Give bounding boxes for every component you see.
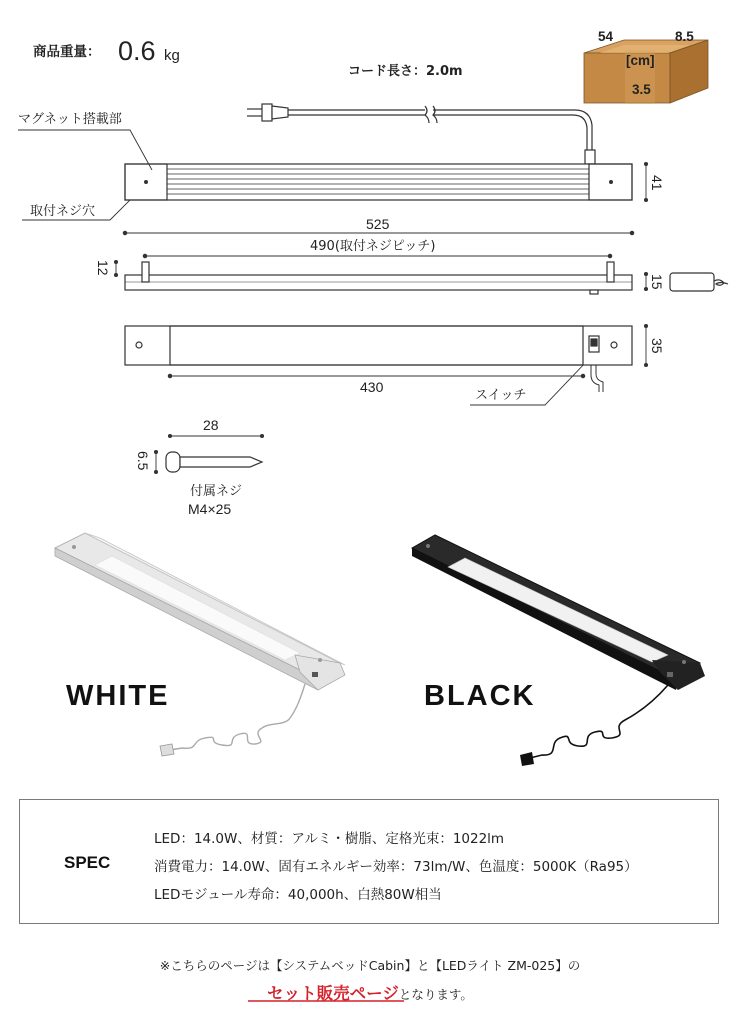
black-light-photo	[412, 535, 705, 766]
screw-drawing	[166, 452, 262, 472]
dim-side-right: 15	[649, 274, 665, 290]
white-light-photo	[55, 533, 345, 756]
spec-title: SPEC	[64, 853, 111, 872]
dim-lines	[114, 162, 647, 473]
screw-label: 付属ネジ	[190, 484, 243, 499]
footer-rest: となります。	[398, 987, 473, 1002]
dim-screw-dia: 6.5	[135, 451, 151, 471]
box-dim-1: 54	[598, 29, 614, 44]
dim-height-top: 41	[649, 175, 665, 191]
footer-note	[0, 956, 740, 974]
box-dim-3: 3.5	[632, 82, 651, 97]
dim-side-left: 12	[95, 260, 111, 276]
callout-screw-hole: 取付ネジ穴	[30, 204, 96, 219]
spec-line-3: LEDモジュール寿命：40,000h、白熱80W相当	[154, 887, 442, 903]
callout-switch: スイッチ	[475, 388, 527, 403]
variant-white-label: WHITE	[66, 680, 170, 712]
weight-unit: kg	[164, 47, 180, 64]
dim-screw-length: 28	[203, 417, 219, 433]
box-unit: [cm]	[626, 53, 655, 68]
power-cord	[247, 104, 595, 164]
variant-black-label: BLACK	[424, 680, 536, 712]
screw-spec: M4×25	[188, 501, 232, 517]
side-view	[125, 262, 728, 294]
weight-value: 0.6	[118, 36, 156, 66]
spec-line-2: 消費電力：14.0W、固有エネルギー効率：73lm/W、色温度：5000K（Ra95）	[154, 859, 638, 875]
weight-label: 商品重量：	[33, 44, 101, 60]
spec-box	[19, 799, 719, 924]
dim-pitch: 490(取付ネジピッチ)	[310, 239, 436, 254]
dim-length-total: 525	[366, 216, 390, 232]
callout-magnet: マグネット搭載部	[18, 112, 122, 127]
dim-light-length: 430	[360, 379, 384, 395]
footer-line-1: ※こちらのページは【システムベッドCabin】と【LEDライト ZM-025】の	[159, 958, 581, 973]
box-dim-2: 8.5	[675, 29, 694, 44]
spec-line-1: LED：14.0W、材質：アルミ・樹脂、定格光束：1022lm	[154, 831, 505, 847]
footer-highlight: セット販売ページ	[267, 984, 399, 1003]
top-view	[125, 164, 646, 200]
dim-height-front: 35	[649, 338, 665, 354]
footer-highlight-line	[0, 980, 740, 1004]
cord-length: コード長さ：2.0m	[348, 64, 463, 79]
